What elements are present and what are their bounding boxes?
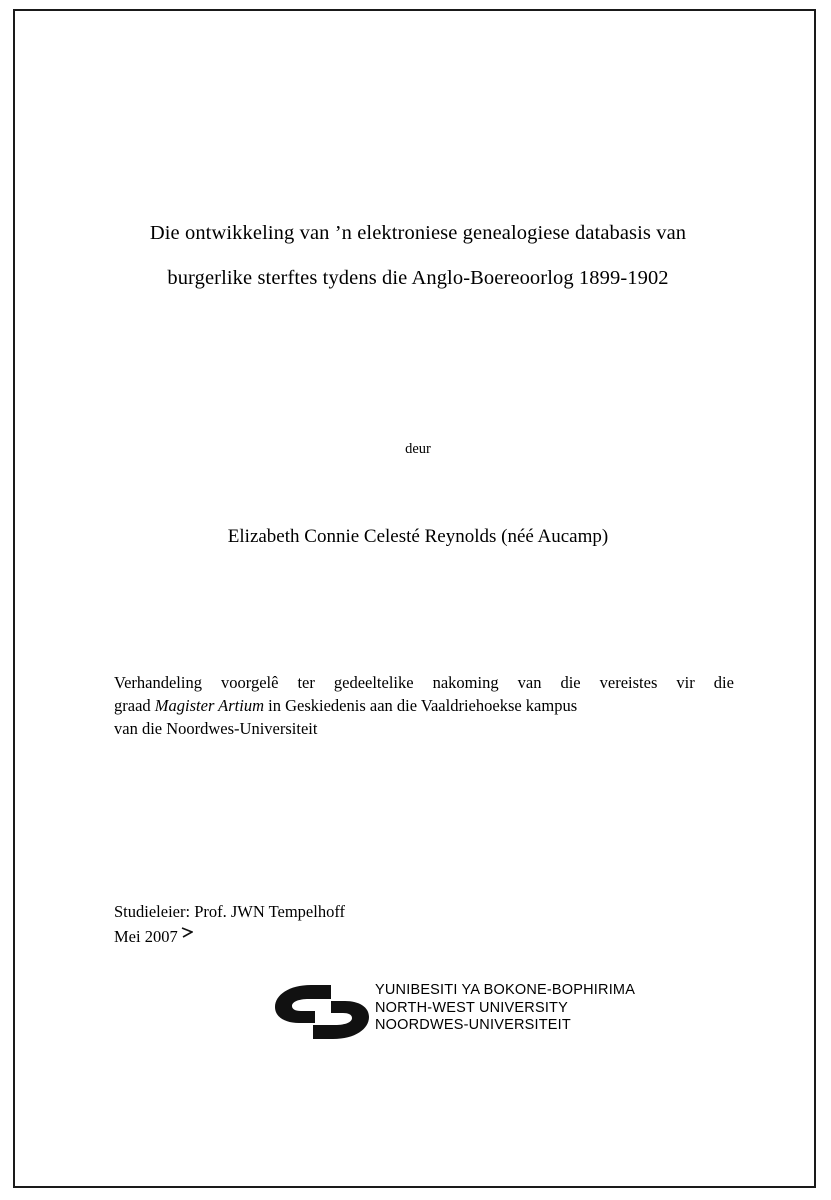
- university-logo: [263, 977, 636, 1047]
- logo-text-line-2: NORTH-WEST UNIVERSITY: [375, 999, 568, 1016]
- word: vir: [676, 673, 695, 692]
- word: die: [560, 673, 581, 692]
- stray-pen-mark-icon: [181, 927, 193, 939]
- supervisor-line: Studieleier: Prof. JWN Tempelhoff: [114, 902, 346, 921]
- north-west-university-logo-mark-icon: [271, 981, 377, 1043]
- page-border: [13, 9, 816, 1188]
- logo-text-line-1: YUNIBESITI YA BOKONE-BOPHIRIMA: [375, 982, 636, 998]
- title-line-1: Die ontwikkeling van ’n elektroniese genealogiese databasis van: [149, 222, 687, 244]
- title-line-2: burgerlike sterftes tydens die Anglo-Boereoorlog 1899-1902: [167, 267, 669, 289]
- degree-name: Magister Artium: [154, 696, 265, 715]
- word: nakoming: [432, 673, 499, 692]
- date-line: Mei 2007: [114, 927, 178, 946]
- degree-prefix: graad: [114, 696, 155, 715]
- word: gedeeltelike: [333, 673, 414, 692]
- degree-statement: [114, 671, 734, 740]
- word: van: [517, 673, 542, 692]
- word: ter: [297, 673, 315, 692]
- title-page: [15, 11, 814, 1186]
- word: voorgelê: [221, 673, 279, 692]
- page-title: [103, 211, 733, 301]
- author-name: Elizabeth Connie Celesté Reynolds (néé Aucamp): [227, 526, 609, 547]
- word: die: [713, 673, 734, 692]
- degree-statement-line-3: van die Noordwes-Universiteit: [114, 719, 318, 738]
- degree-suffix: in Geskiedenis aan die Vaaldriehoekse kampus: [264, 696, 578, 715]
- university-logo-text: [375, 982, 635, 1035]
- word: vereistes: [599, 673, 658, 692]
- degree-statement-line-1: [114, 671, 734, 694]
- by-label: deur: [405, 441, 431, 457]
- logo-text-line-3: NOORDWES-UNIVERSITEIT: [375, 1017, 571, 1033]
- degree-statement-line-2: [114, 694, 734, 717]
- word: Verhandeling: [114, 673, 202, 692]
- supervisor-block: [114, 899, 734, 949]
